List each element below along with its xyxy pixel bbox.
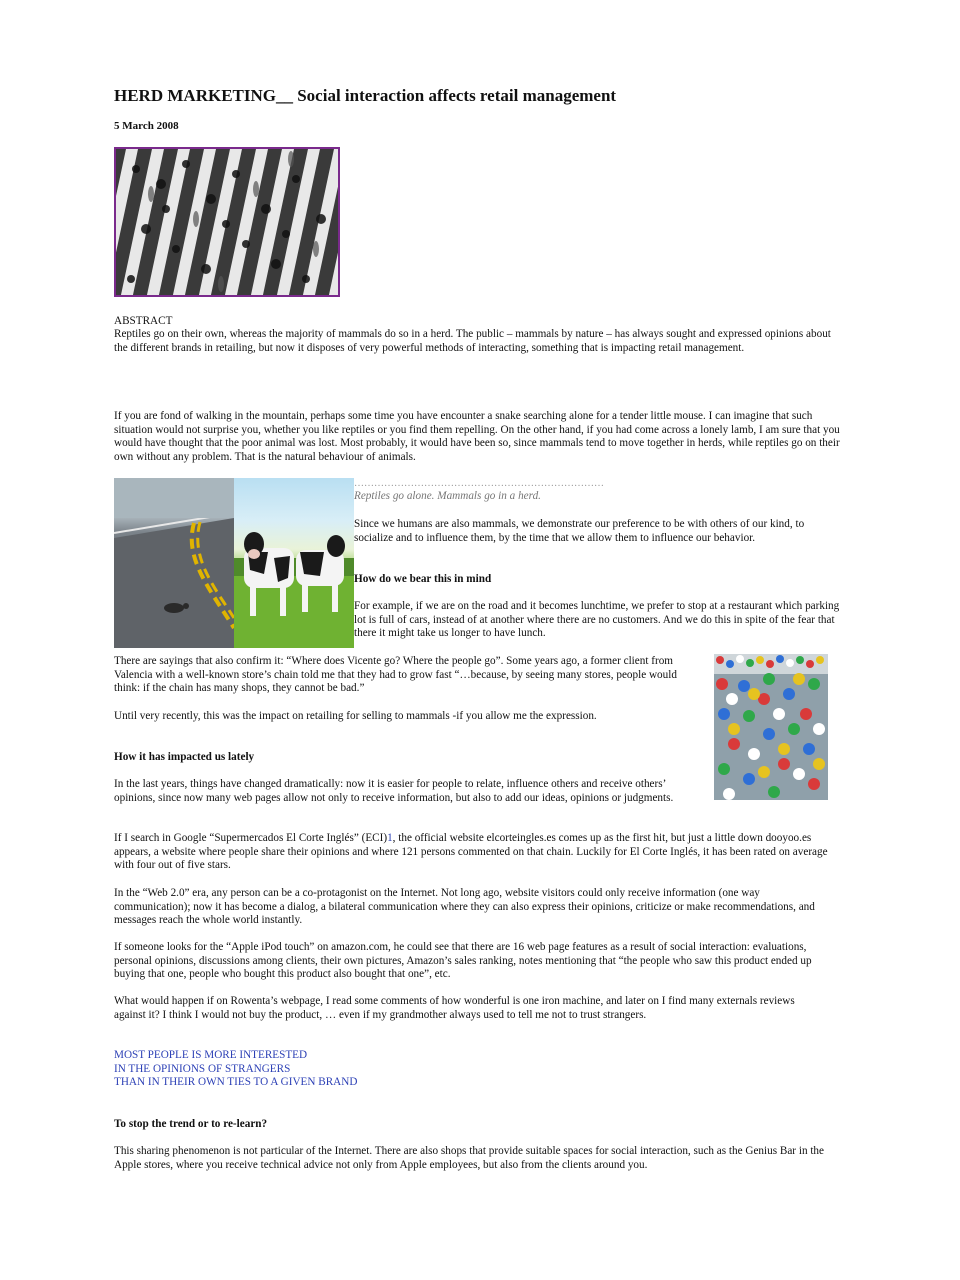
footnote-link[interactable]: 1 — [387, 832, 393, 844]
google-text-end: , the official website elcorteingles.es comes up as the first hit, but just a little down dooyoo.es appears, a website where people share their opinions and where 121 persons commented on that chain. Luckily for El Corte Inglés, it has been rated on average with four out of five stars. — [114, 832, 828, 872]
article-date: 5 March 2008 — [114, 120, 179, 132]
google-text-start: If I search in Google “Supermercados El Corte Inglés” (ECI) — [114, 832, 388, 844]
paragraph-sharing: This sharing phenomenon is not particular of the Internet. There are also shops that provide suitable spaces for social interaction, such as the Genius Bar in the Apple stores, where you receive technical advice not only from Apple employees, but also from the clients around you. — [114, 1145, 824, 1171]
paragraph-rowenta: What would happen if on Rowenta’s webpage, I read some comments of how wonderful is one iron machine, and later on I find many externals reviews against it? I think I would not buy the product, … even if my grandmother always used to tell me not to trust strangers. — [114, 995, 795, 1021]
pull-quote-line: MOST PEOPLE IS MORE INTERESTED — [114, 1049, 308, 1061]
heading-bear-in-mind: How do we bear this in mind — [354, 573, 492, 585]
road-illustration — [114, 478, 234, 648]
paragraph-last-years: In the last years, things have changed dramatically: now it is easier for people to relate, influence others and receive others’ opinions, since now many web pages allow not only to receive information, but also to add our ideas, opinions or judgments. — [114, 778, 674, 804]
heading-stop-trend: To stop the trend or to re-learn? — [114, 1118, 268, 1130]
pull-quote — [114, 1049, 357, 1090]
paragraph-web20: In the “Web 2.0” era, any person can be a co-protagonist on the Internet. Not long ago, website visitors could only receive information (one way communication); now it has become a dialog, a bilateral communication where they can also express their opinions, criticize or make recommendations, and messages reach the whole world instantly. — [114, 887, 815, 927]
paragraph-google-search — [114, 832, 842, 873]
paragraph-restaurant: For example, if we are on the road and it becomes lunchtime, we prefer to stop at a restaurant which parking lot is full of cars, instead of at another where there are no customers. And we do this in spite of the fear that there it might take us longer to have lunch. — [354, 600, 840, 640]
cows-illustration — [234, 478, 354, 648]
cows-herd-photo — [234, 478, 354, 648]
crosswalk-crowd-photo — [114, 147, 340, 297]
road-turtle-photo — [114, 478, 234, 648]
crowd-illustration — [714, 654, 828, 800]
paragraph-intro: If you are fond of walking in the mountain, perhaps some time you have encounter a snake searching alone for a tender little mouse. I can imagine that such situation would not surprise you, whether you like reptiles or you find them repelling. On the other hand, if you had come across a lonely lamb, I am sure that you would have thought that the poor animal was lost. Most probably, it would have been so, since mammals tend to move together in herds, while reptiles go on their own without any problem. That is the natural behaviour of animals. — [114, 410, 840, 463]
abstract-heading: ABSTRACT — [114, 315, 173, 327]
caption-dots: ………………………………………………………………… — [354, 478, 604, 489]
image-caption-block — [354, 478, 844, 504]
abstract-text: Reptiles go on their own, whereas the majority of mammals do so in a herd. The public – mammals by nature – has always sought and expressed opinions about the different brands in retailing, but now it disposes of very powerful methods of interacting, something that is impacting retail management. — [114, 328, 831, 354]
heading-impacted-lately: How it has impacted us lately — [114, 751, 255, 763]
pull-quote-line: IN THE OPINIONS OF STRANGERS — [114, 1062, 291, 1075]
paragraph-ipod: If someone looks for the “Apple iPod touch” on amazon.com, he could see that there are 16 web page features as a result of social interaction: evaluations, personal opinions, discussions among clients, their own pictures, Amazon’s sales ranking, notes mentioning that “the people who saw this product ended up buying that one, people who bought this product also bought that one”, etc. — [114, 941, 812, 981]
image-caption: Reptiles go alone. Mammals go in a herd. — [354, 490, 541, 502]
pull-quote-line: THAN IN THEIR OWN TIES TO A GIVEN BRAND — [114, 1076, 358, 1089]
paragraph-mammals: Since we humans are also mammals, we demonstrate our preference to be with others of our kind, to socialize and to influence them, by the time that we allow them to influence our behavior. — [354, 518, 805, 544]
paragraph-sayings: There are sayings that also confirm it: “Where does Vicente go? Where the people go”. Some years ago, a former client from Valencia with a well-known store’s chain told me that they had to grow fast “…because, by seeing many stores, people would think: if the chain has many shops, they cannot be bad.” — [114, 655, 677, 695]
crowd-runners-photo — [714, 654, 828, 800]
page-title: HERD MARKETING__ Social interaction affects retail management — [114, 86, 617, 105]
crosswalk-illustration — [116, 149, 338, 295]
paragraph-until-recently: Until very recently, this was the impact on retailing for selling to mammals -if you allow me the expression. — [114, 710, 597, 722]
